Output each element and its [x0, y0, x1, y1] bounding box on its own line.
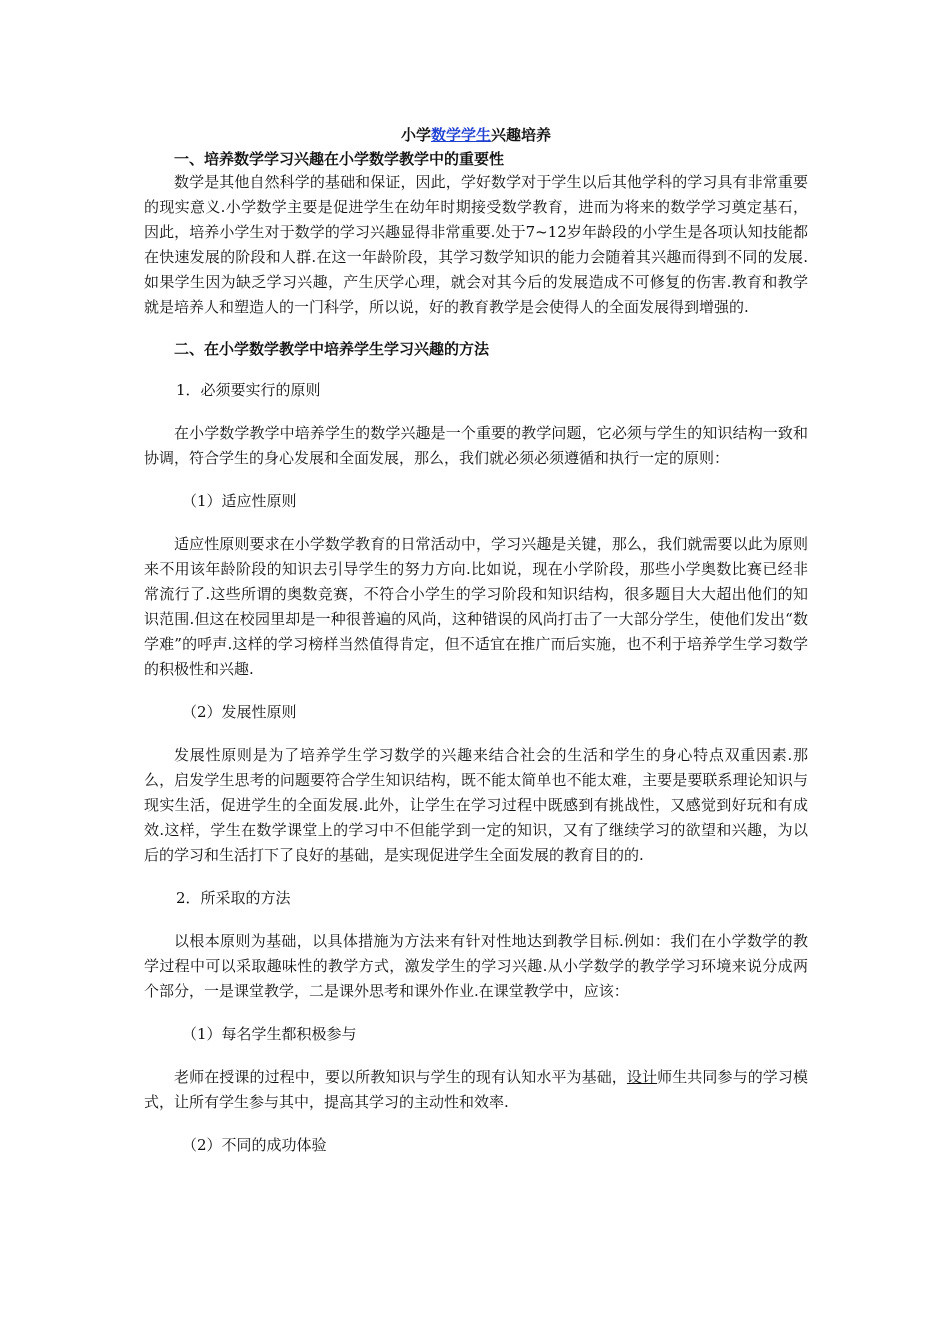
item1-heading: 1．必须要实行的原则 [176, 381, 321, 399]
spacer [144, 514, 808, 532]
item2-sub2-heading: （2）不同的成功体验 [182, 1136, 327, 1154]
spacer [144, 1004, 808, 1022]
title-suffix: 兴趣培养 [491, 126, 552, 144]
spacer [144, 360, 808, 378]
title-link[interactable]: 数学学生 [430, 126, 491, 144]
item1-sub1-paragraph: 适应性原则要求在小学数学教育的日常活动中，学习兴趣是关键，那么，我们就需要以此为原则来不用该年龄阶段的知识去引导学生的努力方向.比如说，现在小学阶段，那些小学奥数比赛已经非常流行了.这些所谓的奥数竞赛，不符合小学生的学习阶段和知识结构，很多题目大大超出他们的知识范围.但这在校园里却是一种很普遍的风尚，这种错误的风尚打击了一大部分学生，使他们发出“数学难”的呼声.这样的学习榜样当然值得肯定，但不适宜在推广而后实施，也不利于培养学生学习数学的积极性和兴趣. [144, 535, 808, 678]
spacer [144, 1047, 808, 1065]
item2-sub1-heading: （1）每名学生都积极参与 [182, 1025, 357, 1043]
spacer [144, 682, 808, 700]
design-link[interactable]: 设计 [626, 1068, 658, 1086]
spacer [144, 471, 808, 489]
item1-paragraph: 在小学数学教学中培养学生的数学兴趣是一个重要的教学问题，它必须与学生的知识结构一致和协调，符合学生的身心发展和全面发展，那么，我们就必须必须遵循和执行一定的原则： [144, 424, 808, 467]
document-body [144, 124, 808, 1158]
item2-sub1-text-before: 老师在授课的过程中，要以所教知识与学生的现有认知水平为基础， [174, 1068, 627, 1086]
section1-paragraph: 数学是其他自然科学的基础和保证，因此，学好数学对于学生以后其他学科的学习具有非常重要的现实意义.小学数学主要是促进学生在幼年时期接受数学教育，进而为将来的数学学习奠定基石，因此，培养小学生对于数学的学习兴趣显得非常重要.处于7~12岁年龄段的小学生是各项认知技能都在快速发展的阶段和人群.在这一年龄阶段，其学习数学知识的能力会随着其兴趣而得到不同的发展.如果学生因为缺乏学习兴趣，产生厌学心理，就会对其今后的发展造成不可修复的伤害.教育和教学就是培养人和塑造人的一门科学，所以说，好的教育教学是会使得人的全面发展得到增强的. [144, 173, 808, 316]
item2-sub1-text-after: 师生共同参与的学习模式，让所有学生参与其中，提高其学习的主动性和效率. [144, 1068, 808, 1111]
spacer [144, 725, 808, 743]
spacer [144, 868, 808, 886]
title-prefix: 小学 [400, 126, 431, 144]
spacer [144, 911, 808, 929]
item2-heading: 2．所采取的方法 [176, 889, 291, 907]
section2-heading: 二、在小学数学教学中培养学生学习兴趣的方法 [174, 340, 490, 358]
item2-sub1-paragraph [144, 1065, 808, 1115]
document-title [144, 124, 808, 146]
spacer [144, 403, 808, 421]
section1-heading: 一、培养数学学习兴趣在小学数学教学中的重要性 [174, 150, 505, 168]
item1-sub2-heading: （2）发展性原则 [182, 703, 297, 721]
item1-sub1-heading: （1）适应性原则 [182, 492, 297, 510]
item2-paragraph: 以根本原则为基础，以具体措施为方法来有针对性地达到教学目标.例如：我们在小学数学的教学过程中可以采取趣味性的教学方式，激发学生的学习兴趣.从小学数学的教学学习环境来说分成两个部分，一是课堂教学，二是课外思考和课外作业.在课堂教学中，应该： [144, 932, 808, 1000]
spacer [144, 320, 808, 338]
spacer [144, 1115, 808, 1133]
item1-sub2-paragraph: 发展性原则是为了培养学生学习数学的兴趣来结合社会的生活和学生的身心特点双重因素.那么，启发学生思考的问题要符合学生知识结构，既不能太简单也不能太难，主要是要联系理论知识与现实生活，促进学生的全面发展.此外，让学生在学习过程中既感到有挑战性，又感觉到好玩和有成效.这样，学生在数学课堂上的学习中不但能学到一定的知识，又有了继续学习的欲望和兴趣，为以后的学习和生活打下了良好的基础，是实现促进学生全面发展的教育目的的. [144, 746, 808, 864]
